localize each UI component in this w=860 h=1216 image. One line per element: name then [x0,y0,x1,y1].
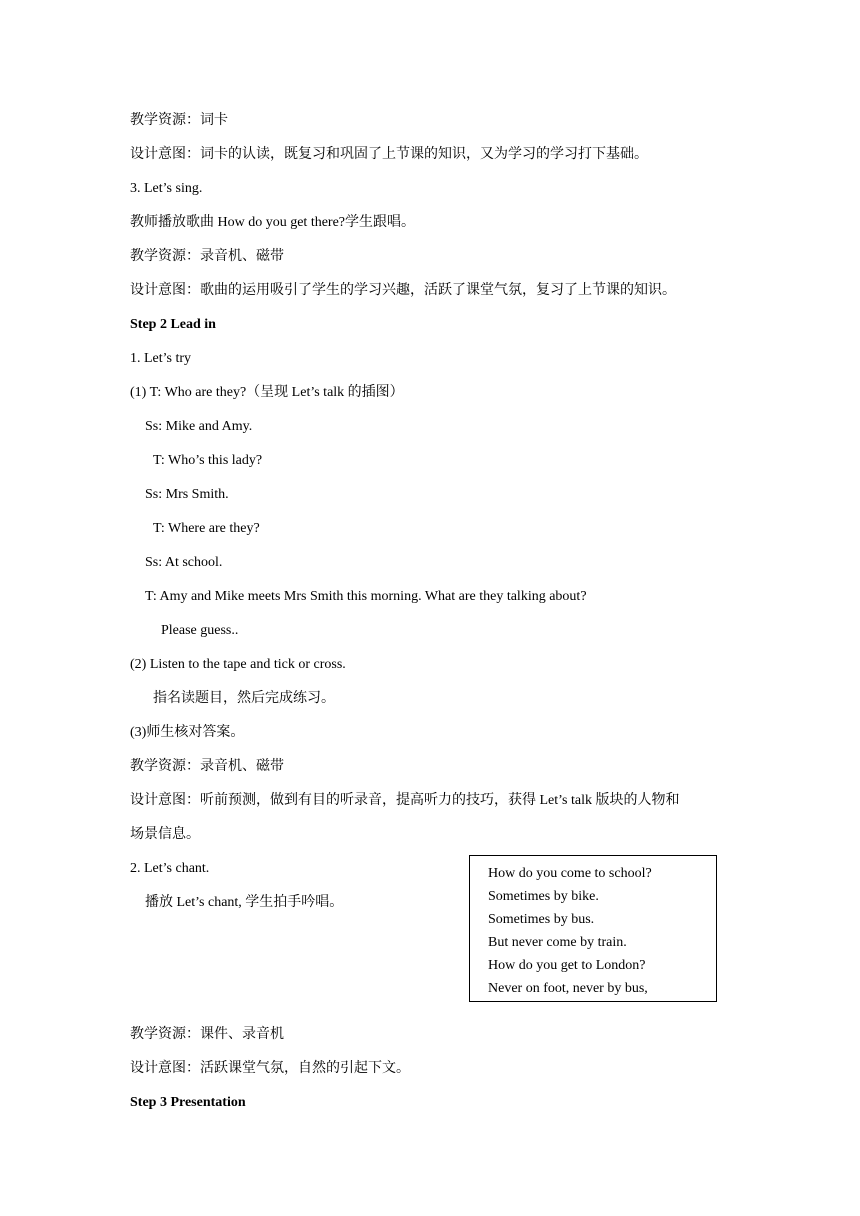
dialogue-line: T: Amy and Mike meets Mrs Smith this morning. What are they talking about? [145,589,587,604]
chant-text-box [469,855,717,1002]
instruction-line: 指名读题目，然后完成练习。 [153,691,335,706]
design-intent-continuation: 场景信息。 [130,827,200,842]
instruction-line: 播放 Let’s chant, 学生拍手吟唱。 [145,895,344,910]
dialogue-line: Ss: Mrs Smith. [145,487,229,502]
task-line: (2) Listen to the tape and tick or cross. [130,657,346,672]
instruction-line: 教师播放歌曲 How do you get there?学生跟唱。 [130,215,416,230]
dialogue-line: T: Where are they? [153,521,260,536]
chant-line: But never come by train. [488,935,627,950]
activity-heading: 2. Let’s chant. [130,861,210,876]
chant-line: Sometimes by bike. [488,889,599,904]
chant-line: Sometimes by bus. [488,912,595,927]
design-intent-line: 设计意图：词卡的认读，既复习和巩固了上节课的知识，又为学习的学习打下基础。 [130,147,648,162]
design-intent-line: 设计意图：听前预测，做到有目的听录音，提高听力的技巧，获得 Let’s talk 版块的人物和 [130,793,680,808]
activity-heading: 1. Let’s try [130,351,192,366]
activity-heading: 3. Let’s sing. [130,181,203,196]
resource-line: 教学资源：课件、录音机 [130,1027,284,1042]
resource-line: 教学资源：录音机、磁带 [130,759,284,774]
chant-line: Never on foot, never by bus, [488,981,648,996]
step-heading: Step 3 Presentation [130,1095,246,1110]
task-line: (3)师生核对答案。 [130,725,245,740]
dialogue-line: Ss: Mike and Amy. [145,419,253,434]
design-intent-line: 设计意图：歌曲的运用吸引了学生的学习兴趣，活跃了课堂气氛，复习了上节课的知识。 [130,283,676,298]
dialogue-line: Please guess.. [161,623,239,638]
dialogue-line: T: Who’s this lady? [153,453,263,468]
dialogue-line: (1) T: Who are they?（呈现 Let’s talk 的插图） [130,385,404,400]
dialogue-line: Ss: At school. [145,555,223,570]
resource-line: 教学资源：词卡 [130,113,228,128]
design-intent-line: 设计意图：活跃课堂气氛，自然的引起下文。 [130,1061,410,1076]
chant-line: How do you get to London? [488,958,646,973]
chant-line: How do you come to school? [488,866,652,881]
step-heading: Step 2 Lead in [130,317,216,332]
resource-line: 教学资源：录音机、磁带 [130,249,284,264]
